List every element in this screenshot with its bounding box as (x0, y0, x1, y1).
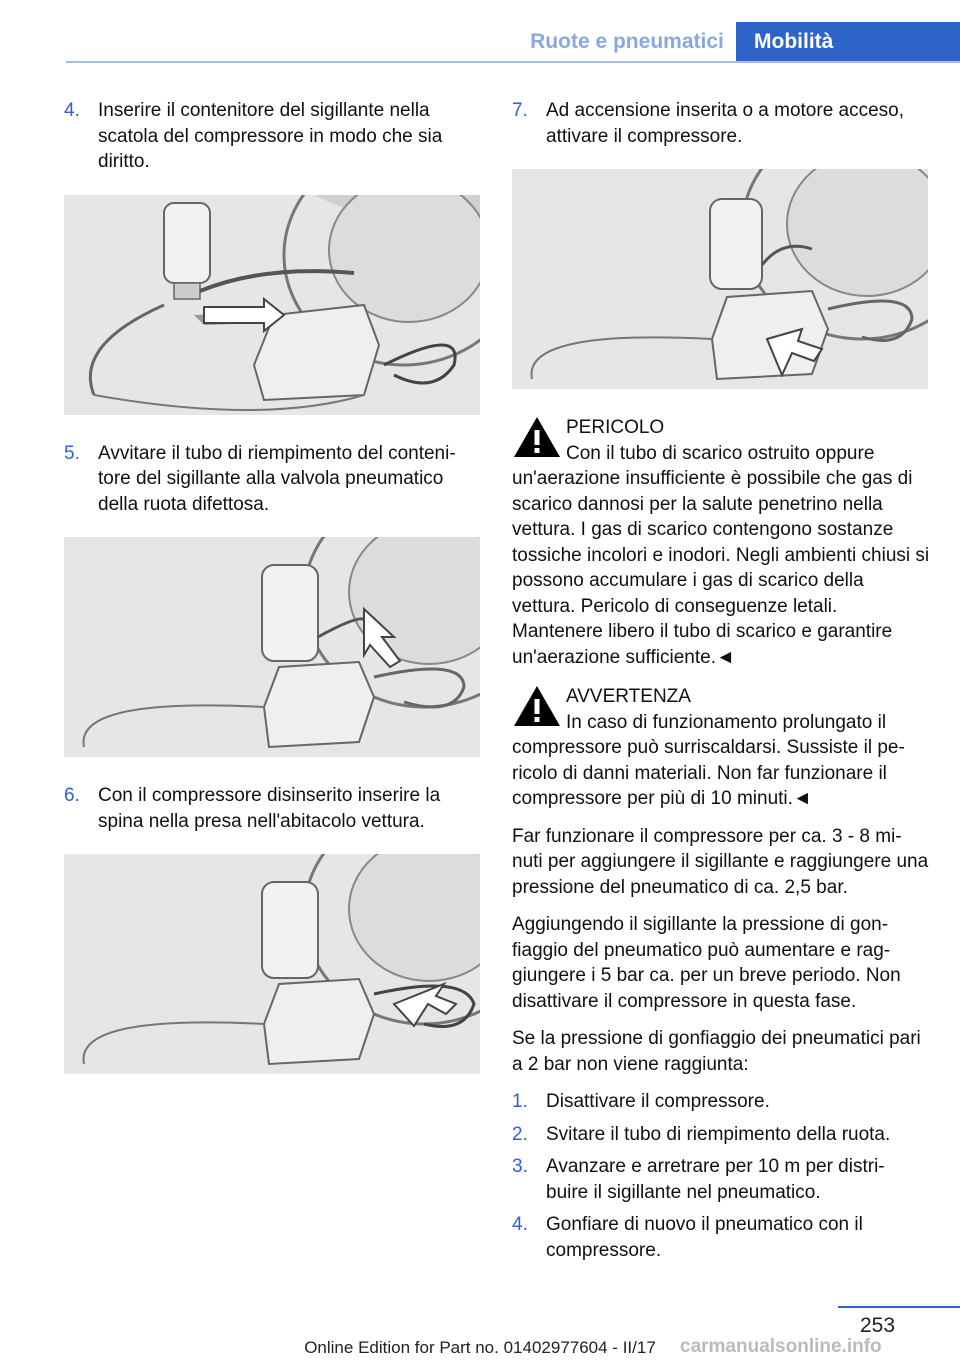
watermark: carmanualsonline.info (680, 1336, 882, 1357)
list-item (512, 1089, 932, 1115)
step-5 (64, 441, 482, 518)
danger-warning (512, 415, 932, 670)
list-number: 2. (512, 1123, 528, 1145)
compressor-illustration-4 (512, 169, 928, 389)
step-number: 7. (512, 100, 528, 121)
list-text: Gonfiare di nuovo il pneumatico con il compressore. (546, 1214, 863, 1261)
list-text: Disattivare il compressore. (546, 1091, 770, 1112)
left-column (64, 98, 482, 1100)
step-6 (64, 783, 482, 834)
step-7 (512, 98, 932, 149)
danger-title: PERICOLO (566, 417, 665, 438)
figure-screw-hose (64, 537, 480, 757)
paragraph-pressure-rise: Aggiungendo il sigillante la pressione di gon‐ fiaggio del pneumatico può aumentare e rag‐ giungere i 5 bar ca. per un breve periodo. Non disattivare il compressore in questa fase. (512, 914, 901, 1012)
header-rule (66, 61, 960, 63)
compressor-illustration-1 (64, 195, 480, 415)
paragraph-duration: Far funzionare il compressore per ca. 3 - 8 mi‐ nuti per aggiungere il sigillante e raggiungere una pressione del pneumatico di ca. 2,5 bar. (512, 825, 929, 898)
edition-footer: Online Edition for Part no. 01402977604 - II/17 (304, 1338, 656, 1357)
figure-plug-socket (64, 854, 480, 1074)
figure-activate-compressor (512, 169, 928, 389)
step-4 (64, 98, 482, 175)
figure-insert-container (64, 195, 480, 415)
list-item (512, 1154, 932, 1205)
warning-triangle-icon (512, 684, 562, 728)
step-text: Avvitare il tubo di riempimento del conteni‐ tore del sigillante alla valvola pneumatico della ruota difettosa. (98, 442, 456, 515)
step-text: Con il compressore disinserito inserire la spina nella presa nell'abitacolo vettura. (98, 785, 441, 832)
list-text: Svitare il tubo di riempimento della ruota. (546, 1123, 891, 1145)
page-number: 253 (860, 1314, 896, 1337)
paragraph-pressure-not-reached: Se la pressione di gonfiaggio dei pneumatici pari a 2 bar non viene raggiunta: (512, 1028, 921, 1075)
list-number: 1. (512, 1091, 528, 1112)
section-tab[interactable]: Ruote e pneumatici (530, 30, 724, 53)
list-number: 4. (512, 1214, 528, 1235)
list-item (512, 1212, 932, 1263)
danger-first-line: Con il tubo di scarico ostruito oppure (566, 442, 875, 464)
step-number: 4. (64, 100, 80, 121)
step-number: 5. (64, 442, 80, 464)
caution-warning (512, 684, 932, 812)
danger-body: un'aerazione insufficiente è possibile che gas di scarico dannosi per la salute penetrino nella vettura. I gas di scarico contengono sostanze tossiche incolori e inodori. Negli ambienti chiusi si possono accumulare i gas di scarico della vettura. Pericolo di conseguenze letali. Mantenere libero il tubo di scarico e garantire un'aerazione sufficiente.◄ (512, 468, 930, 668)
compressor-illustration-2 (64, 537, 480, 757)
footer-rule (838, 1306, 960, 1308)
page-header (0, 0, 960, 62)
step-text: Ad accensione inserita o a motore acceso, attivare il compressore. (546, 100, 905, 147)
compressor-illustration-3 (64, 854, 480, 1074)
right-column (512, 98, 932, 1270)
step-text: Inserire il contenitore del sigillante nella scatola del compressore in modo che sia diritto. (98, 100, 443, 172)
list-text: Avanzare e arretrare per 10 m per distri‐ buire il sigillante nel pneumatico. (546, 1156, 885, 1203)
caution-body: compressore può surriscaldarsi. Sussiste il pe‐ ricolo di danni materiali. Non far funzionare il compressore per più di 10 minuti.◄ (512, 737, 905, 809)
warning-triangle-icon (512, 415, 562, 459)
caution-first-line: In caso di funzionamento prolungato il (566, 711, 887, 733)
caution-title: AVVERTENZA (566, 686, 691, 707)
chapter-tab[interactable]: Mobilità (736, 22, 960, 62)
step-number: 6. (64, 785, 80, 806)
list-number: 3. (512, 1156, 528, 1177)
list-item (512, 1122, 932, 1148)
procedure-list (512, 1089, 932, 1263)
